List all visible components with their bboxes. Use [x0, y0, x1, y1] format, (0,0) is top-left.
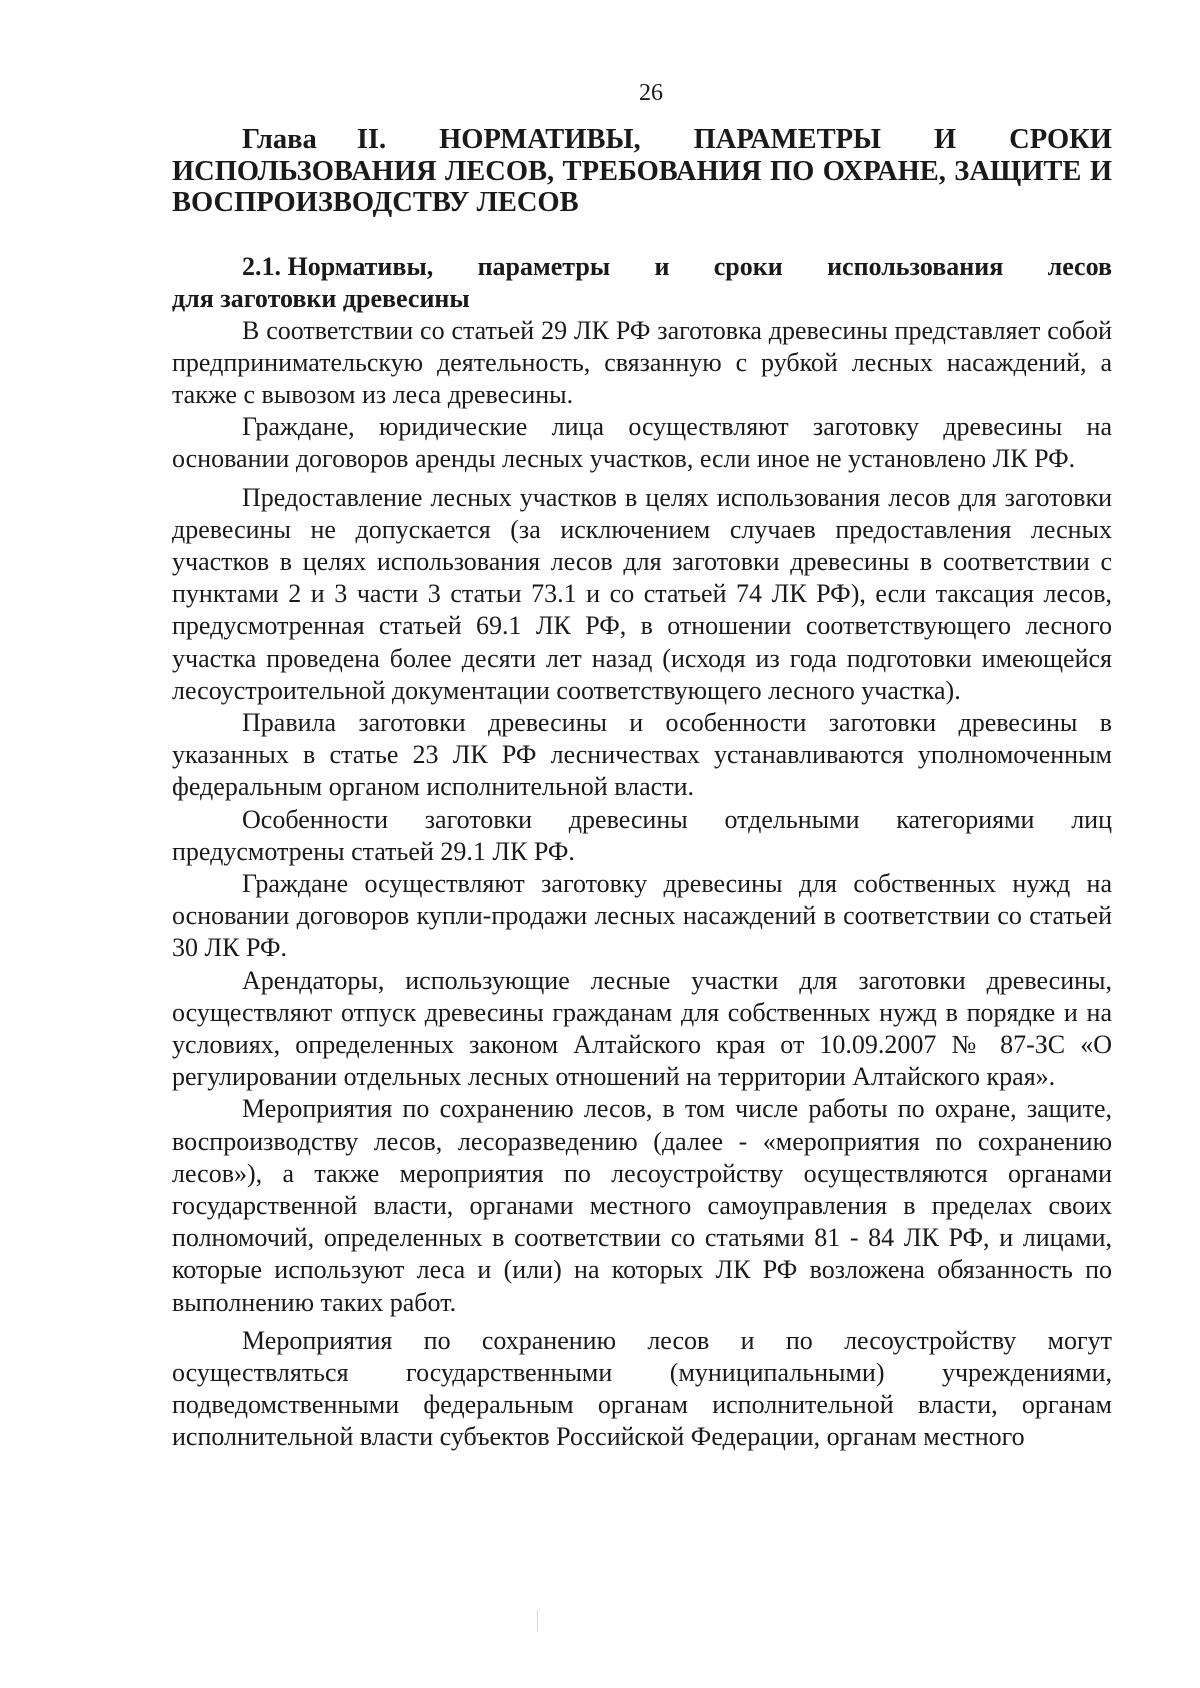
- section-word: и: [654, 251, 670, 281]
- section-word: 2.1. Нормативы,: [242, 251, 434, 281]
- section-word: параметры: [477, 251, 611, 281]
- section-word: использования: [827, 251, 1004, 281]
- paragraph: В соответствии со статьей 29 ЛК РФ заготовка древесины представляет собой предпринимательскую деятельность, связанную с рубкой лесных насаждений, а также с вывозом из леса древесины.: [172, 315, 1112, 409]
- paragraph: Правила заготовки древесины и особенности заготовки древесины в указанных в статье 23 ЛК РФ лесничествах устанавливаются уполномоченным федеральным органом исполнительной власти.: [172, 707, 1112, 802]
- paragraph: Граждане осуществляют заготовку древесины для собственных нужд на основании договоров купли-продажи лесных насаждений в соответствии со статьей 30 ЛК РФ.: [172, 868, 1112, 963]
- paragraph: Предоставление лесных участков в целях использования лесов для заготовки древесины не допускается (за исключением случаев предоставления лесных участков в целях использования лесов для заготовки древесины в соответствии с пунктами 2 и 3 части 3 статьи 73.1 и со статьей 74 ЛК РФ), если таксация лесов, предусмотренная статьей 69.1 ЛК РФ, в отношении соответствующего лесного участка проведена более десяти лет назад (исходя из года подготовки имеющейся лесоустроительной документации соответствующего лесного участка).: [172, 482, 1112, 705]
- chapter-label: Глава: [242, 124, 317, 155]
- document-page: [172, 78, 1112, 1454]
- section-title-first-line: [172, 251, 1112, 283]
- chapter-title: [172, 124, 1112, 219]
- paragraph: Особенности заготовки древесины отдельными категориями лиц предусмотрены статьей 29.1 ЛК РФ.: [172, 804, 1112, 866]
- section-word: сроки: [713, 251, 783, 281]
- chapter-title-first-line: [172, 124, 1112, 156]
- chapter-word: СРОКИ: [1009, 124, 1112, 155]
- chapter-number: II.: [356, 124, 387, 155]
- chapter-title-rest: ИСПОЛЬЗОВАНИЯ ЛЕСОВ, ТРЕБОВАНИЯ ПО ОХРАНЕ, ЗАЩИТЕ И ВОСПРОИЗВОДСТВУ ЛЕСОВ: [172, 155, 1112, 218]
- chapter-word: НОРМАТИВЫ,: [439, 124, 641, 155]
- page-number: 26: [639, 80, 663, 106]
- chapter-title-lead: [172, 124, 386, 156]
- chapter-word: ПАРАМЕТРЫ: [693, 124, 881, 155]
- scan-artifact: [537, 1610, 538, 1632]
- paragraph: Граждане, юридические лица осуществляют заготовку древесины на основании договоров аренды лесных участков, если иное не установлено ЛК РФ.: [172, 412, 1112, 474]
- section-word: лесов: [1047, 251, 1112, 281]
- paragraph: Мероприятия по сохранению лесов и по лесоустройству могут осуществляться государственными (муниципальными) учреждениями, подведомственными федеральным органам исполнительной власти, органам исполнительной власти субъектов Российской Федерации, органам местного: [172, 1325, 1112, 1452]
- paragraph: Арендаторы, использующие лесные участки для заготовки древесины, осуществляют отпуск древесины гражданам для собственных нужд в порядке и на условиях, определенных законом Алтайского края от 10.09.2007 № 87-ЗС «О регулировании отдельных лесных отношений на территории Алтайского края».: [172, 965, 1112, 1092]
- section-title-rest: для заготовки древесины: [172, 283, 470, 313]
- paragraph: Мероприятия по сохранению лесов, в том числе работы по охране, защите, воспроизводству лесов, лесоразведению (далее - «мероприятия по сохранению лесов»), а также мероприятия по лесоустройству осуществляются органами государственной власти, органами местного самоуправления в пределах своих полномочий, определенных в соответствии со статьями 81 - 84 ЛК РФ, и лицами, которые используют леса и (или) на которых ЛК РФ возложена обязанность по выполнению таких работ.: [172, 1094, 1112, 1317]
- chapter-word: И: [933, 124, 957, 155]
- section-title: [172, 251, 1112, 315]
